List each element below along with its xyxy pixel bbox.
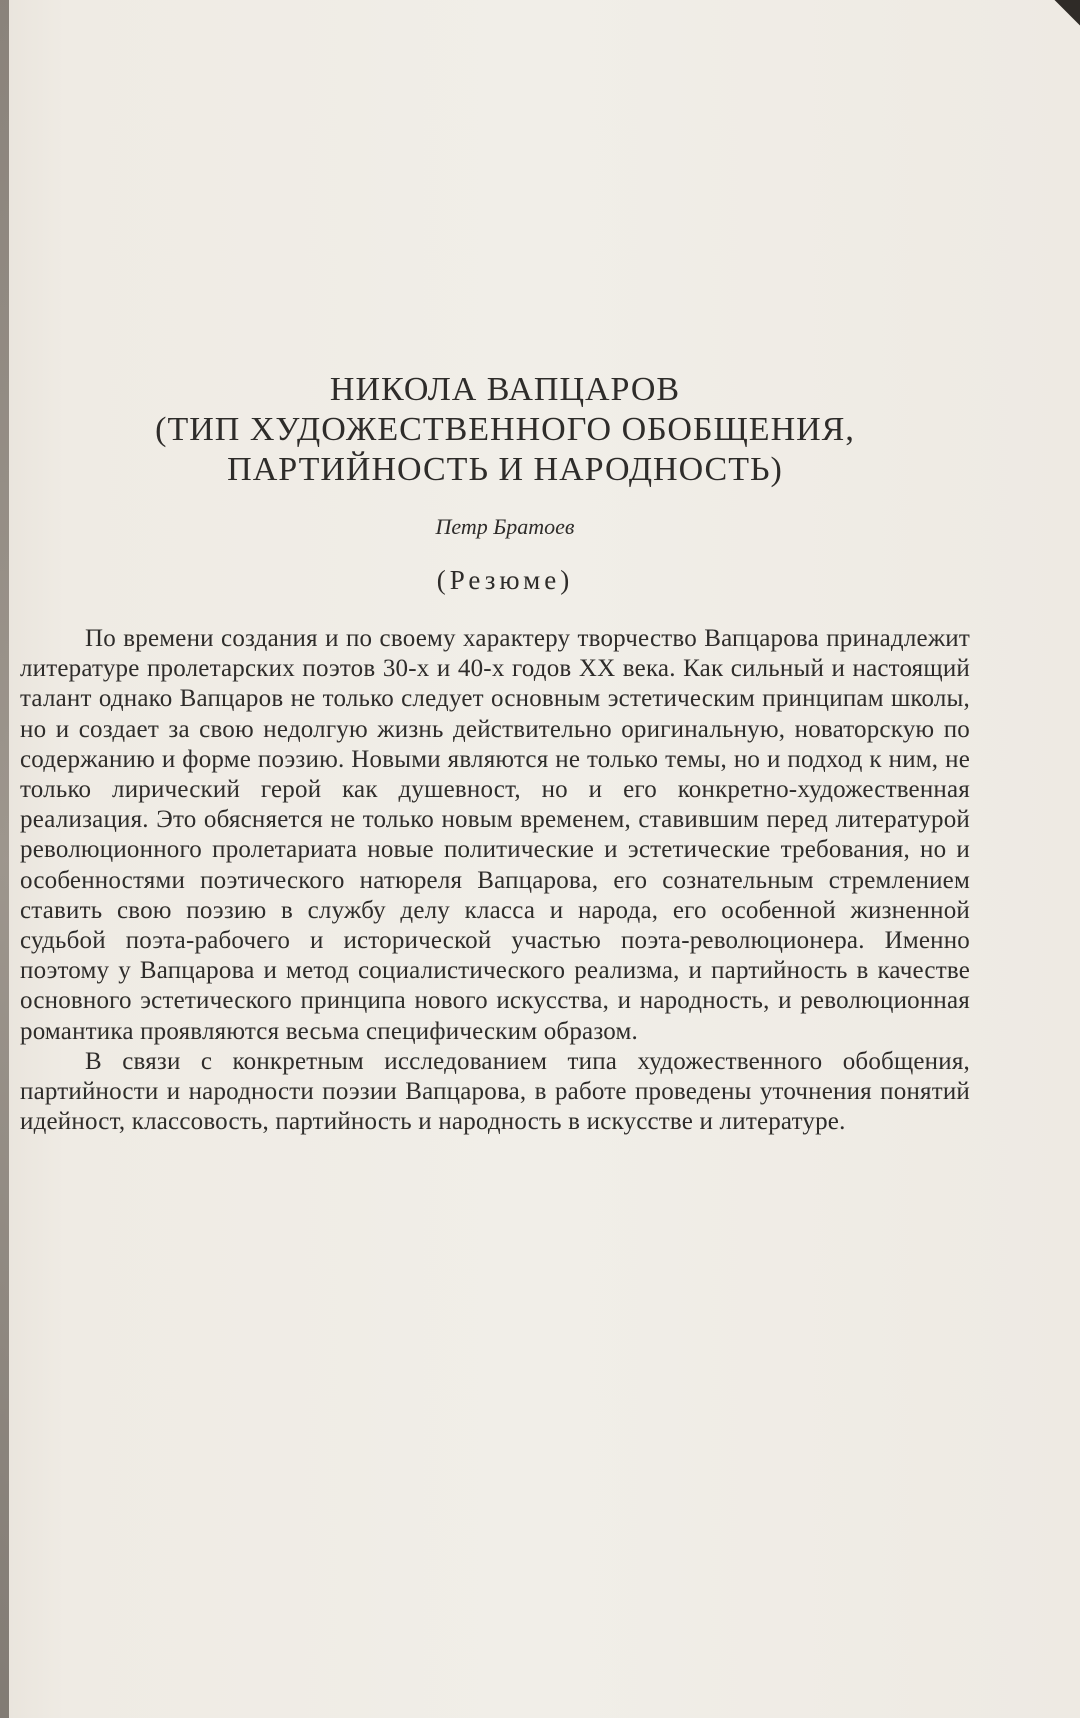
title-block [75, 370, 935, 596]
section-label: (Резюме) [436, 565, 574, 595]
article-author: Петр Братоев [435, 514, 575, 539]
corner-mark [1044, 0, 1080, 36]
page-binding-edge [0, 0, 9, 1718]
article-content [20, 370, 970, 1137]
article-title-line-2: (ТИП ХУДОЖЕСТВЕННОГО ОБОБЩЕНИЯ, [155, 411, 855, 448]
article-title-line-1: НИКОЛА ВАПЦАРОВ [329, 371, 681, 408]
article-title-line-3: ПАРТИЙНОСТЬ И НАРОДНОСТЬ) [227, 451, 783, 488]
article-body [20, 624, 970, 1137]
body-paragraph-2: В связи с конкретным исследованием типа художественного обобщения, партийности и народности поэзии Вапцарова, в работе проведены уточнения понятий идейност, классовость, партийность и народность в искусстве и литературе. [20, 1047, 970, 1136]
body-paragraph-1: По времени создания и по своему характеру творчество Вапцарова принадлежит литературе пролетарских поэтов 30-х и 40-х годов XX века. Как сильный и настоящий талант однако Вапцаров не только следует основным эстетическим принципам школы, но и создает за свою недолгую жизнь действительно оригинальную, новаторскую по содержанию и форме поэзию. Новыми являются не только темы, но и подход к ним, не только лирический герой как душевност, но и его конкретно-художественная реализация. Это обясняется не только новым временем, ставившим перед литературой революционного пролетариата новые политические и эстетические требования, но и особенностями поэтического натюреля Вапцарова, его сознательным стремлением ставить свою поэзию в службу делу класса и народа, его особенной жизненной судьбой поэта-рабочего и исторической участью поэта-революционера. Именно поэтому у Вапцарова и метод социалистического реализма, и партийность в качестве основного эстетического принципа нового искусства, и народность, и революционная романтика проявляются весьма специфическим образом. [20, 625, 970, 1045]
